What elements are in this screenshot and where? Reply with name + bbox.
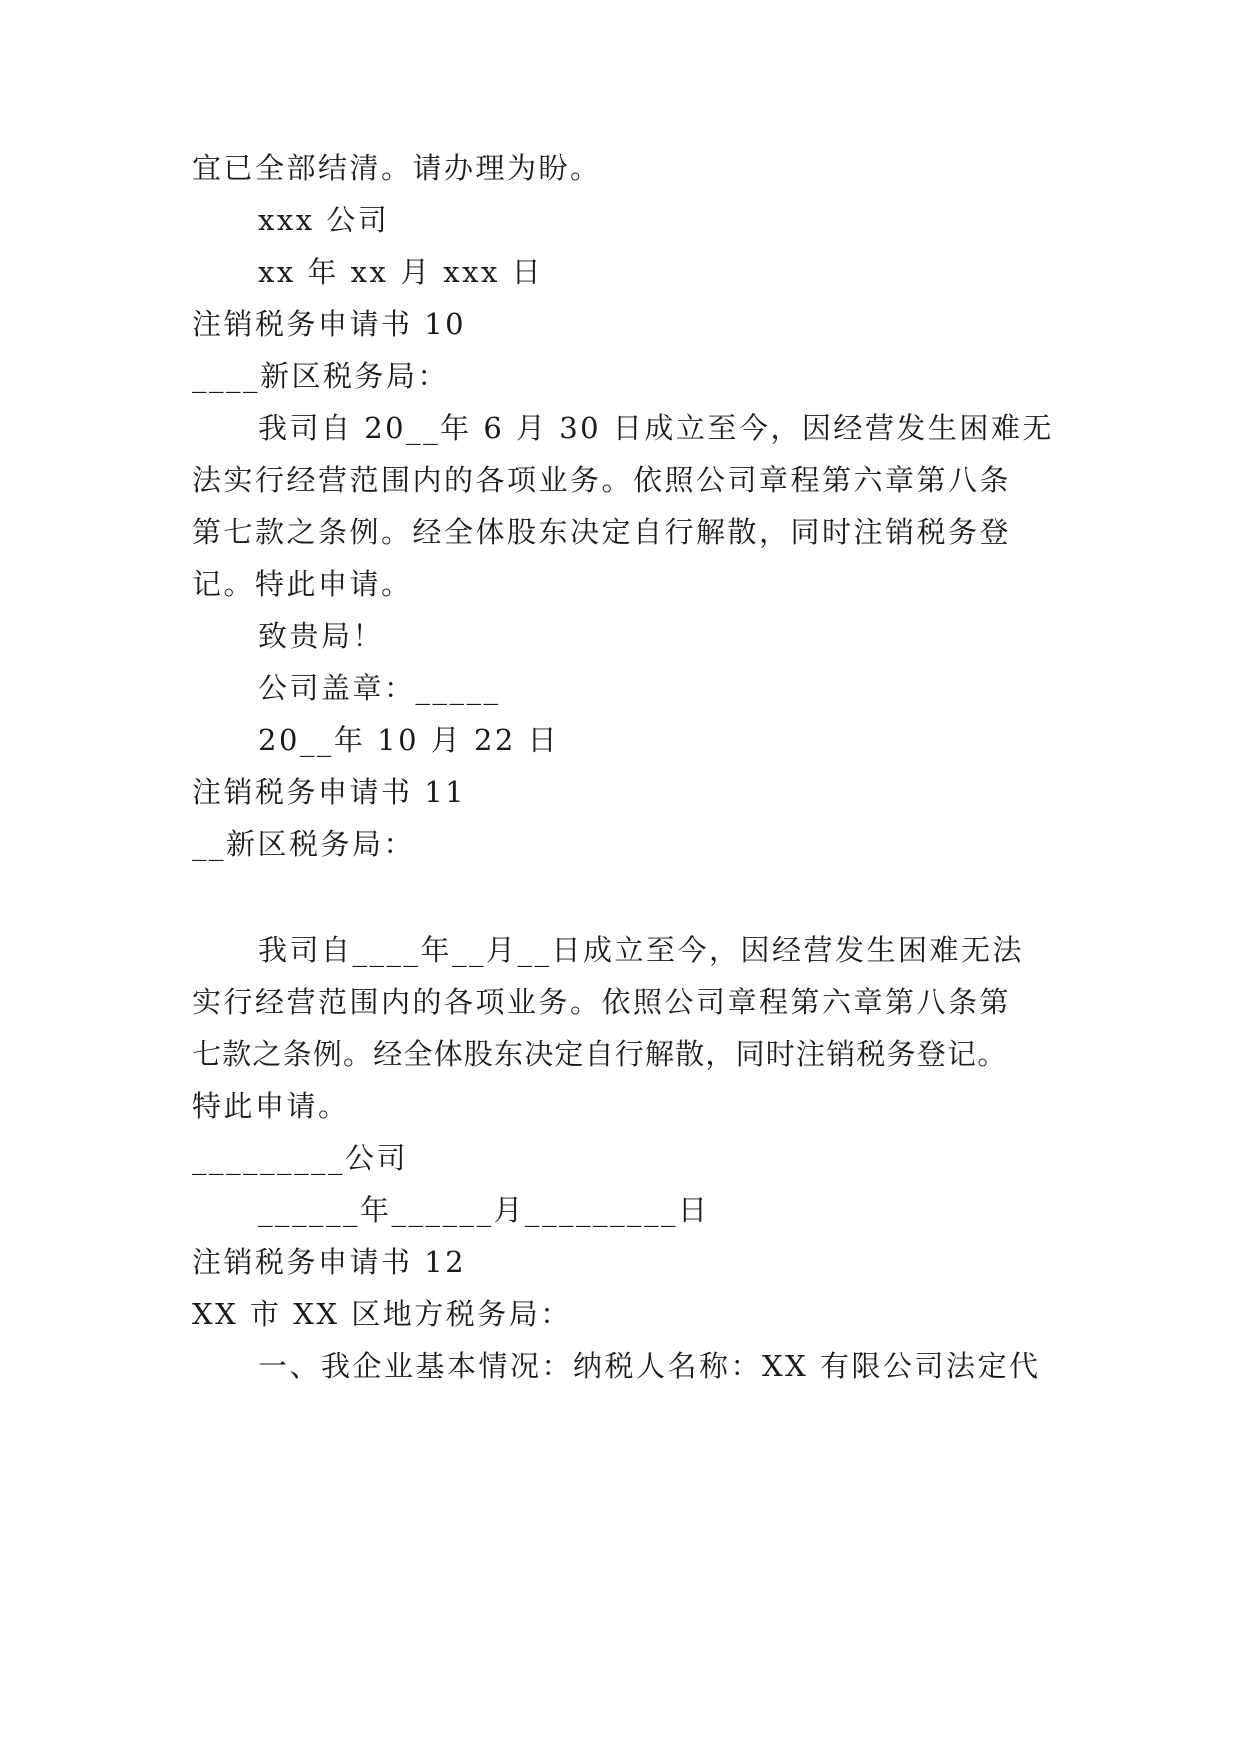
body-line: 七款之条例。经全体股东决定自行解散，同时注销税务登记。 xyxy=(192,1037,1008,1071)
company-seal-line: 公司盖章：_____ xyxy=(258,671,501,705)
body-line: 一、我企业基本情况：纳税人名称：XX 有限公司法定代 xyxy=(258,1349,1041,1383)
body-line: 特此申请。 xyxy=(192,1089,350,1123)
section-title-10: 注销税务申请书 10 xyxy=(192,307,467,341)
body-line: 我司自 20__年 6 月 30 日成立至今，因经营发生困难无 xyxy=(258,411,1054,445)
signature-company: xxx 公司 xyxy=(258,203,390,237)
date-line: 20__年 10 月 22 日 xyxy=(258,723,560,757)
recipient-line: ____新区税务局： xyxy=(192,359,450,393)
recipient-line: __新区税务局： xyxy=(192,827,416,861)
paragraph-continuation: 宜已全部结清。请办理为盼。 xyxy=(192,151,602,185)
signature-date: xx 年 xx 月 xxx 日 xyxy=(258,255,544,289)
recipient-line: XX 市 XX 区地方税务局： xyxy=(192,1297,572,1331)
body-line: 实行经营范围内的各项业务。依照公司章程第六章第八条第 xyxy=(192,985,1012,1019)
body-line: 记。特此申请。 xyxy=(192,567,413,601)
body-line: 我司自____年__月__日成立至今，因经营发生困难无法 xyxy=(258,933,1025,967)
section-title-12: 注销税务申请书 12 xyxy=(192,1245,467,1279)
company-line: _________公司 xyxy=(192,1141,409,1175)
salutation: 致贵局！ xyxy=(258,619,385,653)
body-line: 法实行经营范围内的各项业务。依照公司章程第六章第八条 xyxy=(192,463,1012,497)
section-title-11: 注销税务申请书 11 xyxy=(192,775,467,809)
date-line: ______年______月_________日 xyxy=(258,1193,710,1227)
body-line: 第七款之条例。经全体股东决定自行解散，同时注销税务登 xyxy=(192,515,1012,549)
